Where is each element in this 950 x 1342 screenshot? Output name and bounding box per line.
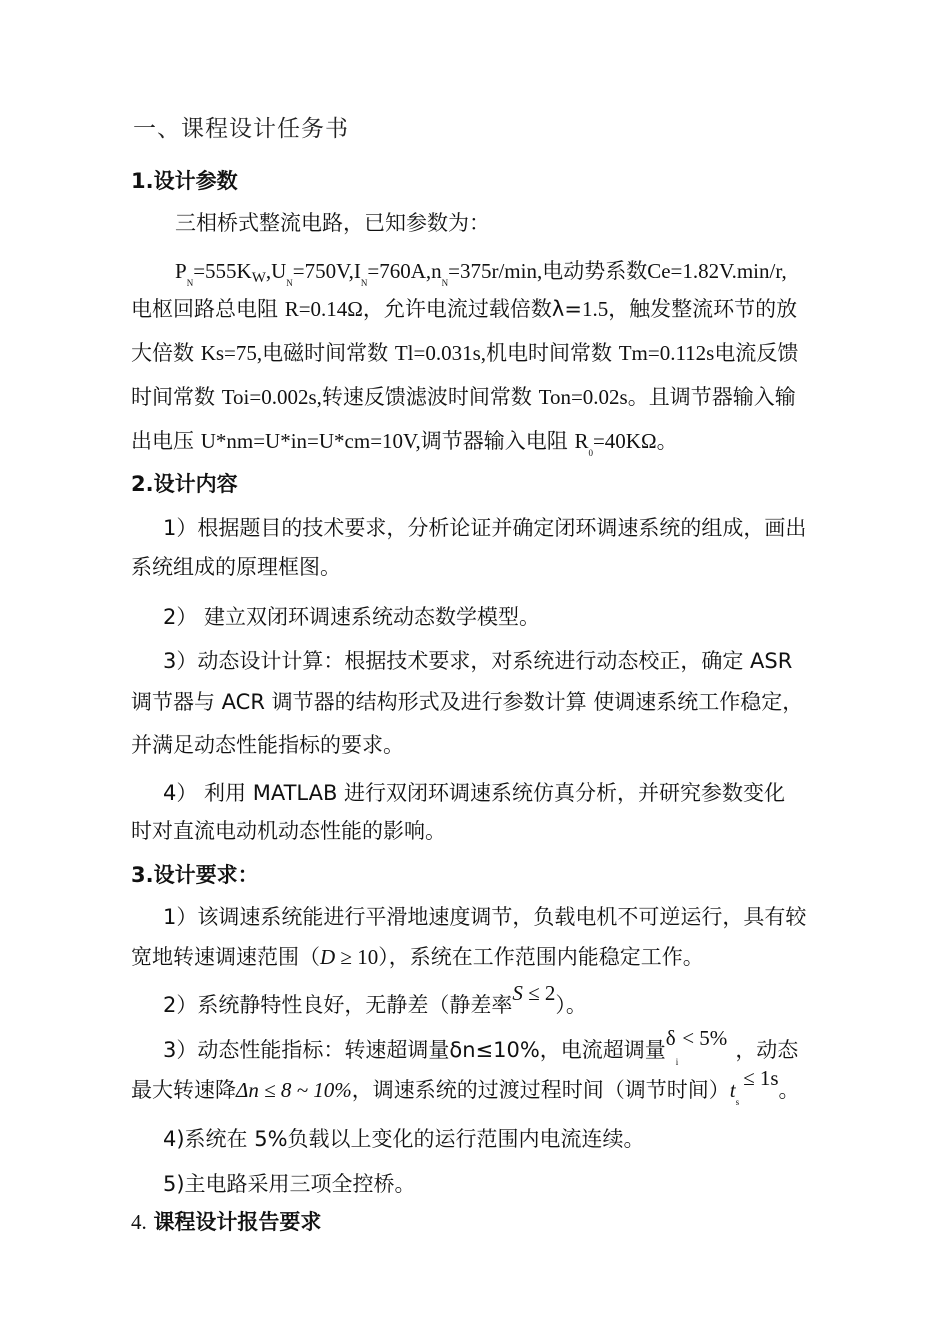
param-u-voltages: U*nm=U*in=U*cm=10V, <box>200 429 421 453</box>
text: ，调速系统的过渡过程时间（调节时间） <box>351 1078 730 1102</box>
requirement-2 <box>163 981 587 1018</box>
section-4-number: 4. <box>131 1210 147 1234</box>
formula-d: D <box>320 945 336 969</box>
section-1-title: 1.设计参数 <box>131 169 238 193</box>
content-item-4b: 时对直流电动机动态性能的影响。 <box>131 819 446 843</box>
parameter-line-3 <box>131 340 798 366</box>
text: 电枢回路总电阻 <box>131 297 278 321</box>
param-lambda: 1.5 <box>581 297 609 321</box>
requirement-1a: 1）该调速系统能进行平滑地速度调节，负载电机不可逆运行，具有较 <box>163 905 807 929</box>
requirement-1b <box>131 944 704 970</box>
content-item-3c: 并满足动态性能指标的要求。 <box>131 733 404 757</box>
param-r0-sub: 0 <box>588 448 593 458</box>
param-r: R=0.14Ω <box>284 297 363 321</box>
content-item-1a: 1）根据题目的技术要求，分析论证并确定闭环调速系统的组成，画出 <box>163 516 807 540</box>
text: 。 <box>778 1078 800 1102</box>
param-i-sub: N <box>360 278 368 288</box>
param-n: n <box>431 259 442 283</box>
content-item-4a: 4） 利用 MATLAB 进行双闭环调速系统仿真分析，并研究参数变化 <box>163 781 786 805</box>
text: 出电压 <box>131 429 194 453</box>
param-i: I <box>353 259 361 283</box>
text: ）。 <box>555 993 587 1017</box>
parameter-line-2 <box>131 296 797 322</box>
text: ，允许电流过载倍数λ= <box>362 297 582 321</box>
requirement-3b <box>131 1066 800 1107</box>
formula-s-condition: ≤ 2 <box>522 981 556 1005</box>
requirement-5: 5)主电路采用三项全控桥。 <box>163 1172 416 1196</box>
formula-d-condition: ≥ 10 <box>335 945 379 969</box>
parameter-line-5 <box>131 428 678 458</box>
content-item-1b: 系统组成的原理框图。 <box>131 555 341 579</box>
param-tm: Tm=0.112s <box>618 341 715 365</box>
content-item-2: 2） 建立双闭环调速系统动态数学模型。 <box>163 605 541 629</box>
text: 电磁时间常数 <box>262 341 389 365</box>
param-u-sub: N <box>286 278 293 288</box>
param-u: ,U <box>265 259 287 283</box>
formula-ts: t <box>729 1078 736 1102</box>
param-ton: Ton=0.02s <box>538 385 628 409</box>
formula-delta: δ <box>665 1026 676 1050</box>
param-toi: Toi=0.002s, <box>221 385 322 409</box>
param-r0: R <box>574 429 589 453</box>
formula-s: S <box>512 981 523 1005</box>
text: 电流反馈 <box>714 341 799 365</box>
parameter-line-4 <box>131 384 796 410</box>
param-i-value: =760A, <box>367 259 432 283</box>
text: ，动态 <box>735 1038 799 1062</box>
text: ），系统在工作范围内能稳定工作。 <box>378 945 704 969</box>
text: 3）动态性能指标：转速超调量δn≤10%，电流超调量 <box>163 1038 666 1062</box>
parameter-line-1 <box>175 258 787 288</box>
section-3-title: 3.设计要求： <box>131 863 259 887</box>
param-ce-value: Ce=1.82V.min/r, <box>647 259 787 283</box>
param-u-value: =750V, <box>292 259 354 283</box>
text: 最大转速降 <box>131 1078 236 1102</box>
section-4-title <box>131 1209 321 1235</box>
text: 机电时间常数 <box>486 341 612 365</box>
param-p-sub: N <box>186 278 194 288</box>
text: 。且调节器输入输 <box>627 385 796 409</box>
text: ，触发整流环节的放 <box>608 297 798 321</box>
section-2-title: 2.设计内容 <box>131 472 238 496</box>
param-ks: Ks=75, <box>200 341 263 365</box>
requirement-4: 4)系统在 5%负载以上变化的运行范围内电流连续。 <box>163 1127 645 1151</box>
formula-ts-sub: s <box>735 1097 740 1107</box>
text: 2）系统静特性良好，无静差（静差率 <box>163 993 513 1017</box>
param-p-value: =555K <box>193 259 252 283</box>
formula-delta-sub: i <box>675 1057 679 1067</box>
text: 转速反馈滤波时间常数 <box>321 385 532 409</box>
param-n-value: =375r/min, <box>448 259 543 283</box>
document-heading: 一、课程设计任务书 <box>133 116 349 142</box>
param-r0-value: =40KΩ <box>592 429 657 453</box>
content-item-3b: 调节器与 ACR 调节器的结构形式及进行参数计算 使调速系统工作稳定， <box>131 690 804 714</box>
param-n-sub: N <box>441 278 449 288</box>
section-1-intro: 三相桥式整流电路，已知参数为： <box>175 211 490 235</box>
content-item-3a: 3）动态设计计算：根据技术要求，对系统进行动态校正，确定 ASR <box>163 649 793 673</box>
param-p: P <box>175 259 187 283</box>
formula-ts-condition: ≤ 1s <box>743 1066 779 1090</box>
text: 调节器输入电阻 <box>420 429 568 453</box>
formula-delta-condition: < 5% <box>682 1026 728 1050</box>
text: 时间常数 <box>131 385 215 409</box>
formula-dn: Δn ≤ 8 ~ 10% <box>236 1078 352 1102</box>
param-ce-label: 电动势系数 <box>542 259 648 283</box>
param-tl: Tl=0.031s, <box>394 341 486 365</box>
param-p-unit-sub: W <box>251 270 266 286</box>
text: 宽地转速调速范围（ <box>131 945 320 969</box>
section-4-label: 课程设计报告要求 <box>153 1210 322 1234</box>
text: 。 <box>656 429 678 453</box>
text: 大倍数 <box>131 341 194 365</box>
requirement-3a <box>163 1026 799 1067</box>
